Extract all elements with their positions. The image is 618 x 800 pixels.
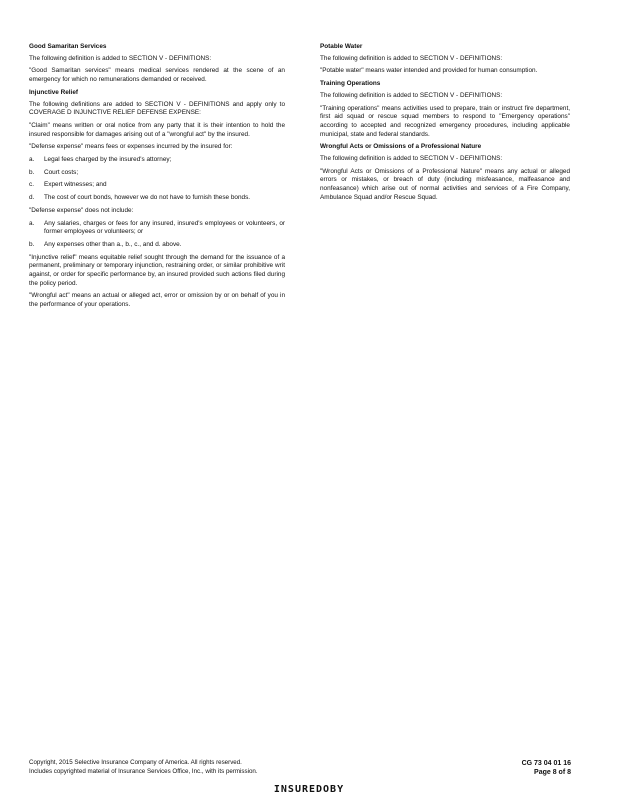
list-item-text: Expert witnesses; and: [44, 181, 107, 189]
list-item: [29, 220, 285, 237]
list-item-marker: b.: [29, 168, 35, 176]
injunctive-relief-definition: "Injunctive relief" means equitable relief sought through the demand for the issuance of a permanent, preliminary or temporary injunction, restraining order, or similar prohibitive writ against, or order for specific performance by, an insured provided such actions filed during the policy period.: [29, 253, 285, 287]
training-operations-intro: The following definition is added to SECTION V - DEFINITIONS:: [320, 91, 503, 99]
left-column: [29, 43, 285, 314]
list-item-marker: c.: [29, 181, 34, 189]
potable-water-intro: The following definition is added to SECTION V - DEFINITIONS:: [320, 54, 503, 62]
good-samaritan-intro: The following definition is added to SECTION V - DEFINITIONS:: [29, 54, 212, 62]
defense-expense-exclusion: "Defense expense" does not include:: [29, 206, 134, 214]
watermark: INSUREDOBY: [273, 784, 345, 795]
wrongful-acts-heading: Wrongful Acts or Omissions of a Professional Nature: [320, 143, 482, 151]
right-column: [320, 43, 570, 207]
defense-expense-definition: "Defense expense" means fees or expenses incurred by the insured for:: [29, 143, 233, 151]
footer-copyright-block: [29, 759, 429, 776]
page-number: Page 8 of 8: [534, 769, 571, 776]
injunctive-relief-intro: The following definitions are added to SECTION V - DEFINITIONS and apply only to COVERAGE D INJUNCTIVE RELIEF DEFENSE EXPENSE:: [29, 100, 285, 117]
list-item-text: Legal fees charged by the insured's attorney;: [44, 156, 172, 164]
list-item: [29, 181, 285, 190]
training-operations-heading: Training Operations: [320, 80, 381, 88]
list-item-text: Court costs;: [44, 168, 79, 176]
good-samaritan-heading: Good Samaritan Services: [29, 43, 107, 50]
good-samaritan-definition: "Good Samaritan services" means medical services rendered at the scene of an emergency for which no remunerations demanded or received.: [29, 67, 285, 84]
wrongful-acts-definition: "Wrongful Acts or Omissions of a Professional Nature" means any actual or alleged errors or mistakes, or breach of duty (including misfeasance, malfeasance and nonfeasance) which arise out of normal activities and services of a Fire Company, Ambulance Squad and/or Rescue Squad.: [320, 167, 570, 201]
list-item-text: The cost of court bonds, however we do not have to furnish these bonds.: [44, 194, 251, 202]
injunctive-relief-heading: Injunctive Relief: [29, 88, 79, 96]
potable-water-definition: "Potable water" means water intended and provided for human consumption.: [320, 67, 538, 75]
footer-form-block: [522, 759, 571, 777]
list-item-marker: a.: [29, 219, 35, 227]
list-item: [29, 194, 285, 203]
list-item: [29, 156, 285, 165]
defense-expense-list: [29, 156, 285, 203]
list-item-marker: d.: [29, 194, 35, 202]
list-item-marker: a.: [29, 156, 35, 164]
claim-definition: "Claim" means written or oral notice from any party that it is their intention to hold the insured responsible for damages arising out of a "wrongful act" by the insured.: [29, 121, 285, 138]
excluded-list: [29, 220, 285, 250]
list-item-text: Any salaries, charges or fees for any insured, insured's employees or volunteers, or former employees or volunteers; or: [44, 219, 285, 236]
form-number: CG 73 04 01 16: [521, 760, 571, 767]
potable-water-heading: Potable Water: [320, 43, 363, 50]
list-item-text: Any expenses other than a., b., c., and d. above.: [44, 240, 182, 248]
wrongful-acts-intro: The following definition is added to SECTION V - DEFINITIONS:: [320, 155, 503, 163]
list-item: [29, 241, 285, 250]
list-item-marker: b.: [29, 240, 35, 248]
copyright-line: Copyright, 2015 Selective Insurance Company of America. All rights reserved.: [29, 759, 242, 766]
includes-line: Includes copyrighted material of Insurance Services Office, Inc., with its permission.: [29, 767, 258, 775]
list-item: [29, 169, 285, 178]
training-operations-definition: "Training operations" means activities used to prepare, train or instruct fire department, first aid squad or rescue squad members to respond to "Emergency operations" according to accepted and recognized emergency procedures, including applicable municipal, state and federal standards.: [320, 104, 570, 138]
wrongful-act-definition: "Wrongful act" means an actual or alleged act, error or omission by or on behalf of you in the performance of your operations.: [29, 292, 285, 309]
